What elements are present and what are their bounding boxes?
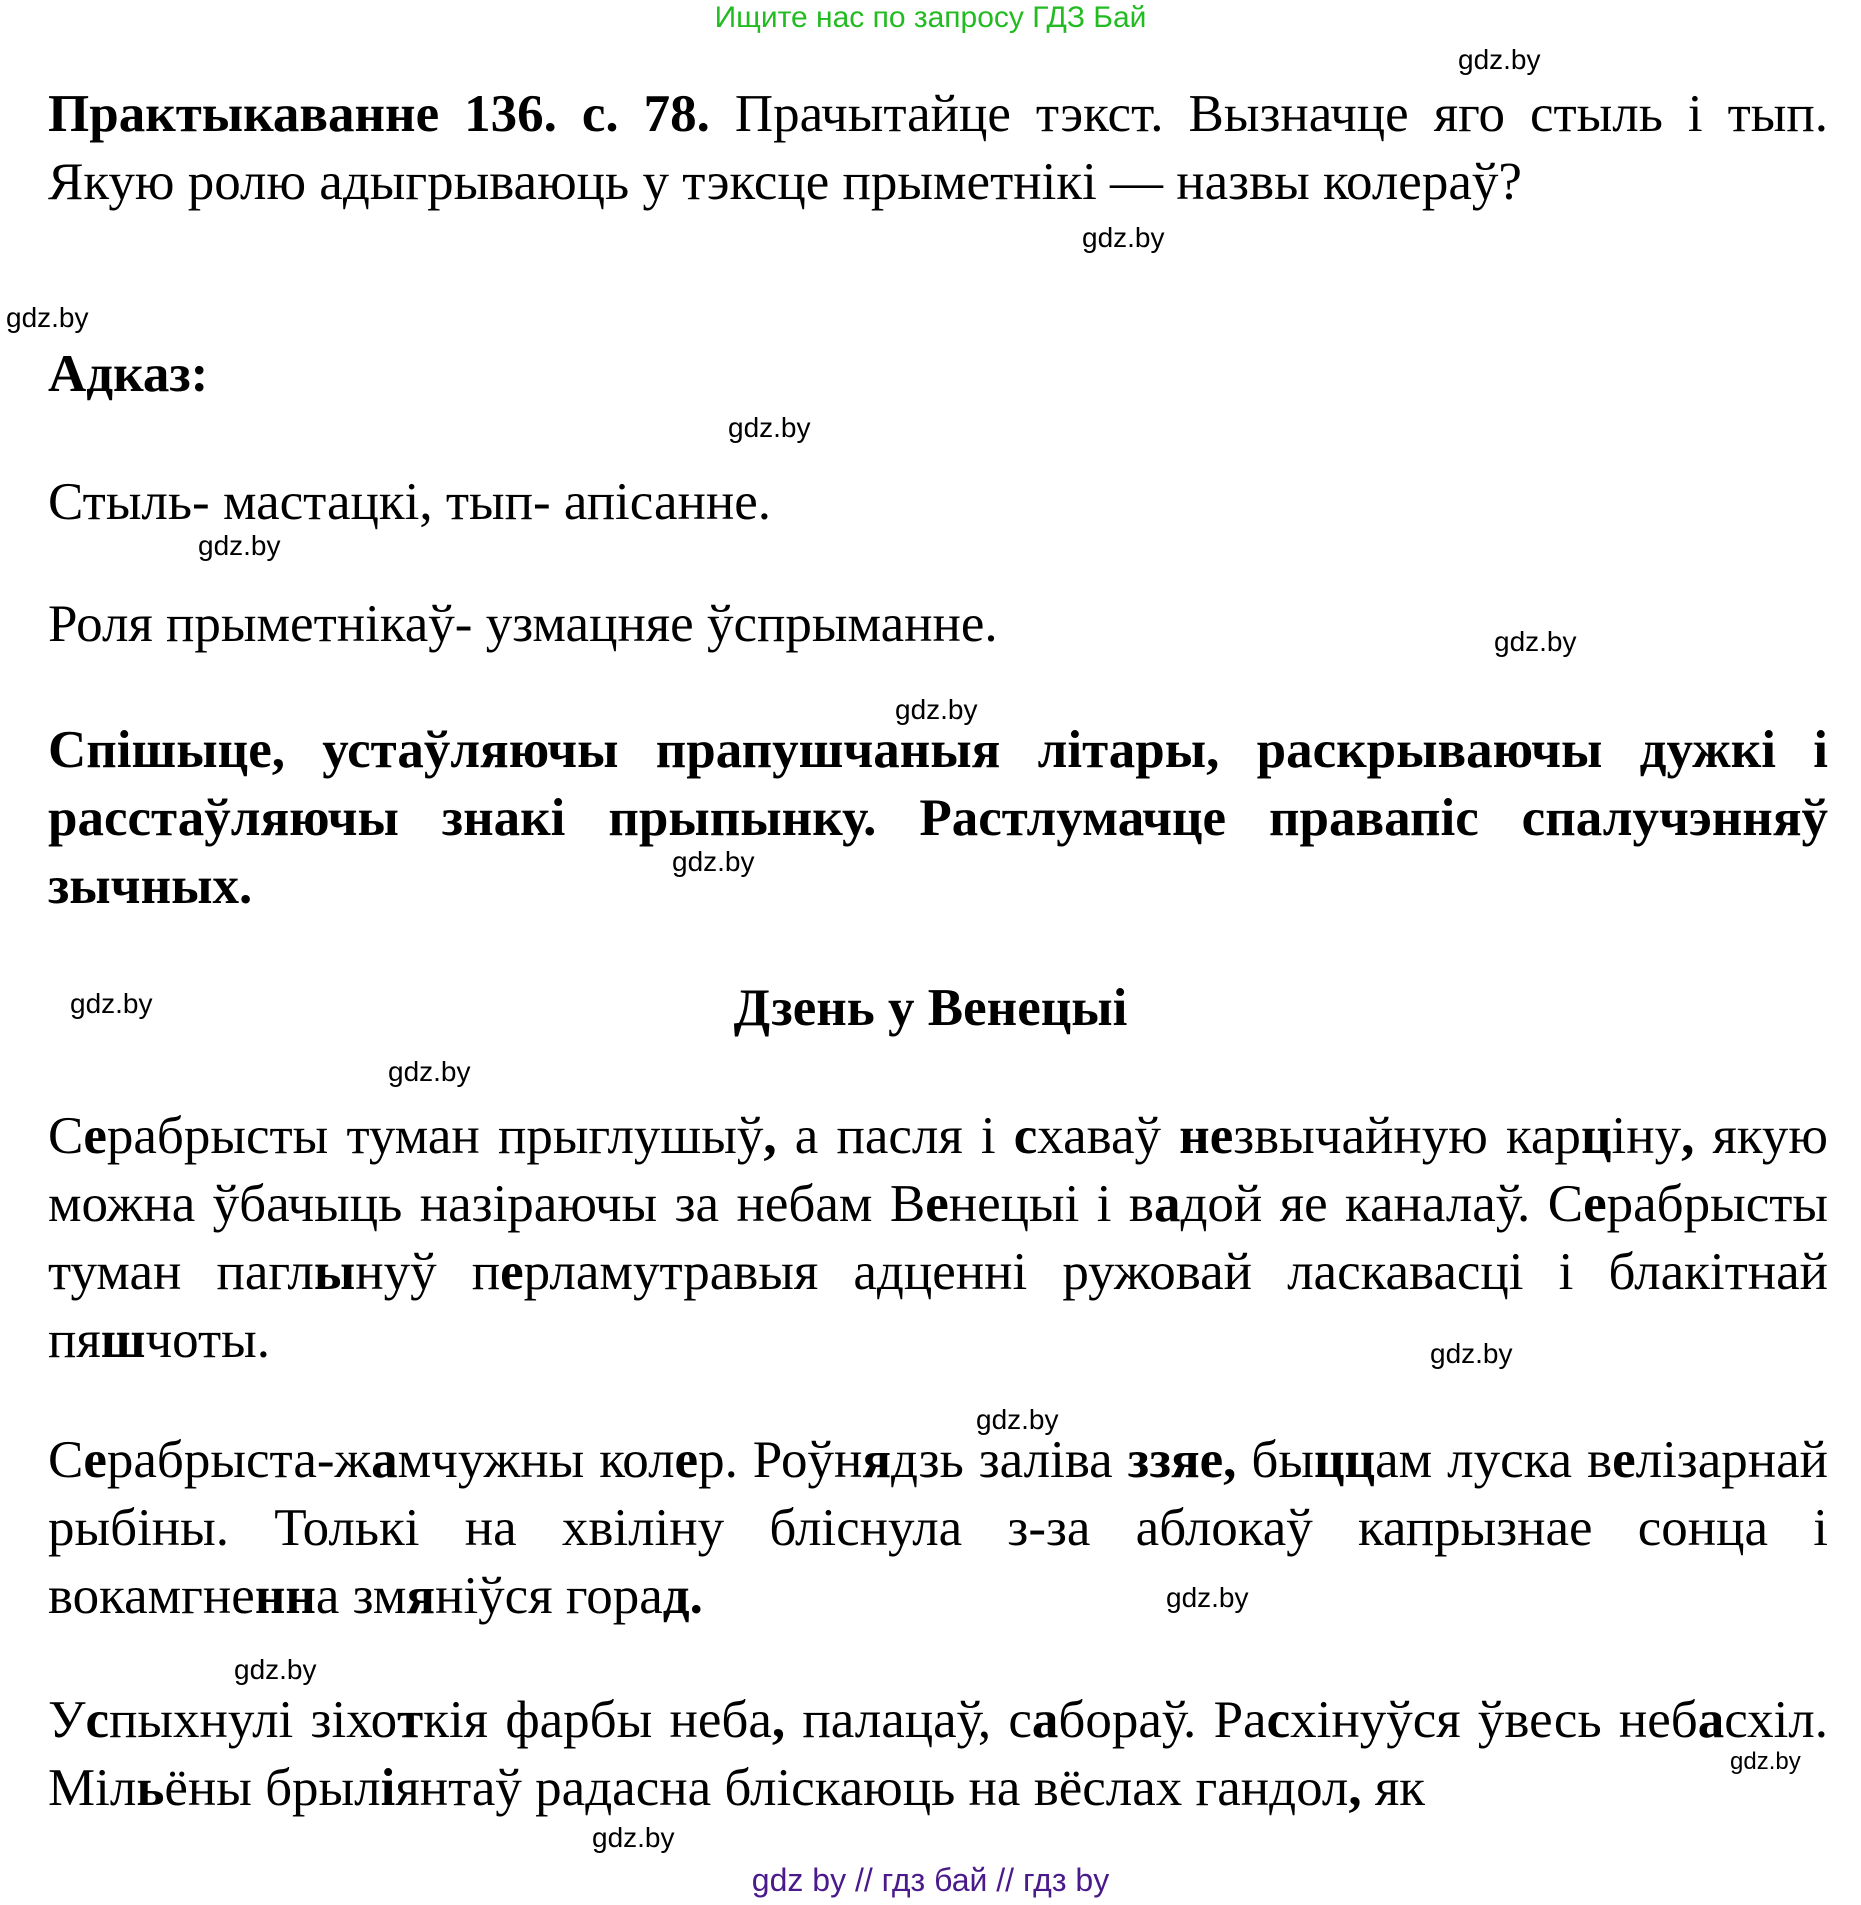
watermark: gdz.by (198, 530, 281, 561)
text-run: якую можна ўбачыць назіраючы за небам В (48, 1107, 1828, 1233)
highlighted-letters: е (83, 1431, 107, 1489)
text-run: рабрыста-ж (106, 1431, 372, 1489)
highlighted-letters: а (1153, 1175, 1181, 1233)
highlighted-letters: нн (254, 1567, 316, 1625)
watermark: gdz.by (1082, 222, 1165, 253)
watermark: gdz.by (6, 302, 89, 333)
watermark: gdz.by (592, 1822, 675, 1853)
answer-heading: Адказ: (48, 345, 209, 403)
task-label: Практыкаванне 136. с. 78. (48, 85, 710, 143)
highlighted-letters: е (925, 1175, 949, 1233)
text-run: янтаў радасна бліскаюць на вёслах гандол (395, 1759, 1349, 1817)
footer-links: gdz by // гдз бай // гдз by (751, 1862, 1110, 1898)
highlighted-letters: е (1583, 1175, 1607, 1233)
watermark: gdz.by (672, 846, 755, 877)
text-run: С (48, 1431, 84, 1489)
text-run: дзь залiва (891, 1431, 1128, 1489)
text-run: ёны брыл (164, 1759, 381, 1817)
text-run: кія фарбы неба (423, 1691, 772, 1749)
highlighted-letters: т (397, 1691, 424, 1749)
text-run: чоты. (145, 1311, 270, 1369)
story-paragraph (48, 1102, 1828, 1374)
exercise-instruction: Спішыце, устаўляючы прапушчаныя літары, раскрываючы дужкі і расстаўляючы знакі прыпынку. Растлумачце правапіс спалучэнняў зычных. (48, 721, 1828, 915)
text-run: а пасля і (776, 1107, 1014, 1165)
story-paragraph (48, 1686, 1828, 1822)
highlighted-letters: я (406, 1567, 436, 1625)
watermark: gdz.by (895, 694, 978, 725)
highlighted-letters: я (862, 1431, 892, 1489)
highlighted-letters: , (1681, 1107, 1695, 1165)
text-run: бы (1236, 1431, 1314, 1489)
text-run: рламутравыя адценні ружовай ласкавасці і блакітнай пя (48, 1243, 1828, 1369)
text-run: рабрысты туман пагл (48, 1175, 1828, 1301)
text-run: рабрысты туман прыглушыў (106, 1107, 764, 1165)
text-run: У (48, 1691, 86, 1749)
highlighted-letters: а (1031, 1691, 1059, 1749)
text-run: хаваў (1037, 1107, 1180, 1165)
search-banner: Ищите нас по запросу ГДЗ Бай (714, 1, 1147, 34)
watermark: gdz.by (234, 1654, 317, 1685)
highlighted-letters: с (85, 1691, 110, 1749)
text-run: С (48, 1107, 84, 1165)
highlighted-letters: а (1697, 1691, 1725, 1749)
highlighted-letters: а (371, 1431, 398, 1489)
highlighted-letters: с (1266, 1691, 1291, 1749)
highlighted-letters: с (1013, 1107, 1038, 1165)
answer-line: Стыль- мастацкі, тып- апісанне. (48, 473, 771, 531)
story-title: Дзень у Венецыі (733, 979, 1128, 1037)
text-run: як (1361, 1759, 1425, 1817)
highlighted-letters: ш (100, 1311, 146, 1369)
story-paragraph (48, 1426, 1828, 1630)
text-run: палацаў, с (785, 1691, 1032, 1749)
highlighted-letters: е (1612, 1431, 1636, 1489)
text-run: нуў п (355, 1243, 501, 1301)
text-run: нецыі і в (948, 1175, 1154, 1233)
text-run: іну (1611, 1107, 1682, 1165)
highlighted-letters: і (380, 1759, 396, 1817)
highlighted-letters: , (771, 1691, 786, 1749)
watermark: gdz.by (1458, 44, 1541, 75)
watermark: gdz.by (1430, 1338, 1513, 1369)
text-run: ам луска в (1375, 1431, 1613, 1489)
watermark: gdz.by (976, 1404, 1059, 1435)
answer-line: Роля прыметнікаў- узмацняе ўспрыманне. (48, 595, 998, 653)
text-run: р. Роўн (698, 1431, 863, 1489)
watermark: gdz.by (1730, 1748, 1801, 1775)
text-run: схіл. Міл (48, 1691, 1828, 1817)
highlighted-letters: , (763, 1107, 777, 1165)
watermark: gdz.by (728, 412, 811, 443)
highlighted-letters: цц (1313, 1431, 1376, 1489)
text-run: звычайную кар (1233, 1107, 1581, 1165)
highlighted-letters: е (83, 1107, 107, 1165)
highlighted-letters: , (1348, 1759, 1362, 1817)
text-run: пыхнулі зіхо (109, 1691, 398, 1749)
watermark: gdz.by (1494, 626, 1577, 657)
text-run: бораў. Ра (1058, 1691, 1267, 1749)
highlighted-letters: д. (662, 1567, 703, 1625)
highlighted-letters: ц (1580, 1107, 1612, 1165)
text-run: мчужны кол (397, 1431, 675, 1489)
text-run: ніўся гора (435, 1567, 663, 1625)
highlighted-letters: ь (136, 1759, 165, 1817)
task-text: Прачытайце тэкст. Вызначце яго стыль і тып. Якую ролю адыгрываюць у тэксце прыметнікі — назвы колераў? (48, 85, 1828, 211)
text-run: лізарнай рыбіны. Толькі на хвіліну бліснула з-за аблокаў капрызнае сонца і вокамгне (48, 1431, 1829, 1625)
watermark: gdz.by (70, 988, 153, 1019)
highlighted-letters: ы (313, 1243, 356, 1301)
watermark: gdz.by (388, 1056, 471, 1087)
highlighted-letters: не (1179, 1107, 1234, 1165)
text-run: хінуўся ўвесь неб (1290, 1691, 1698, 1749)
highlighted-letters: е (674, 1431, 699, 1489)
text-run: дой яе каналаў. С (1180, 1175, 1584, 1233)
text-run: а зм (315, 1567, 407, 1625)
highlighted-letters: ззяе, (1127, 1431, 1237, 1489)
highlighted-letters: е (500, 1243, 524, 1301)
task-paragraph (48, 80, 1828, 216)
watermark: gdz.by (1166, 1582, 1249, 1613)
